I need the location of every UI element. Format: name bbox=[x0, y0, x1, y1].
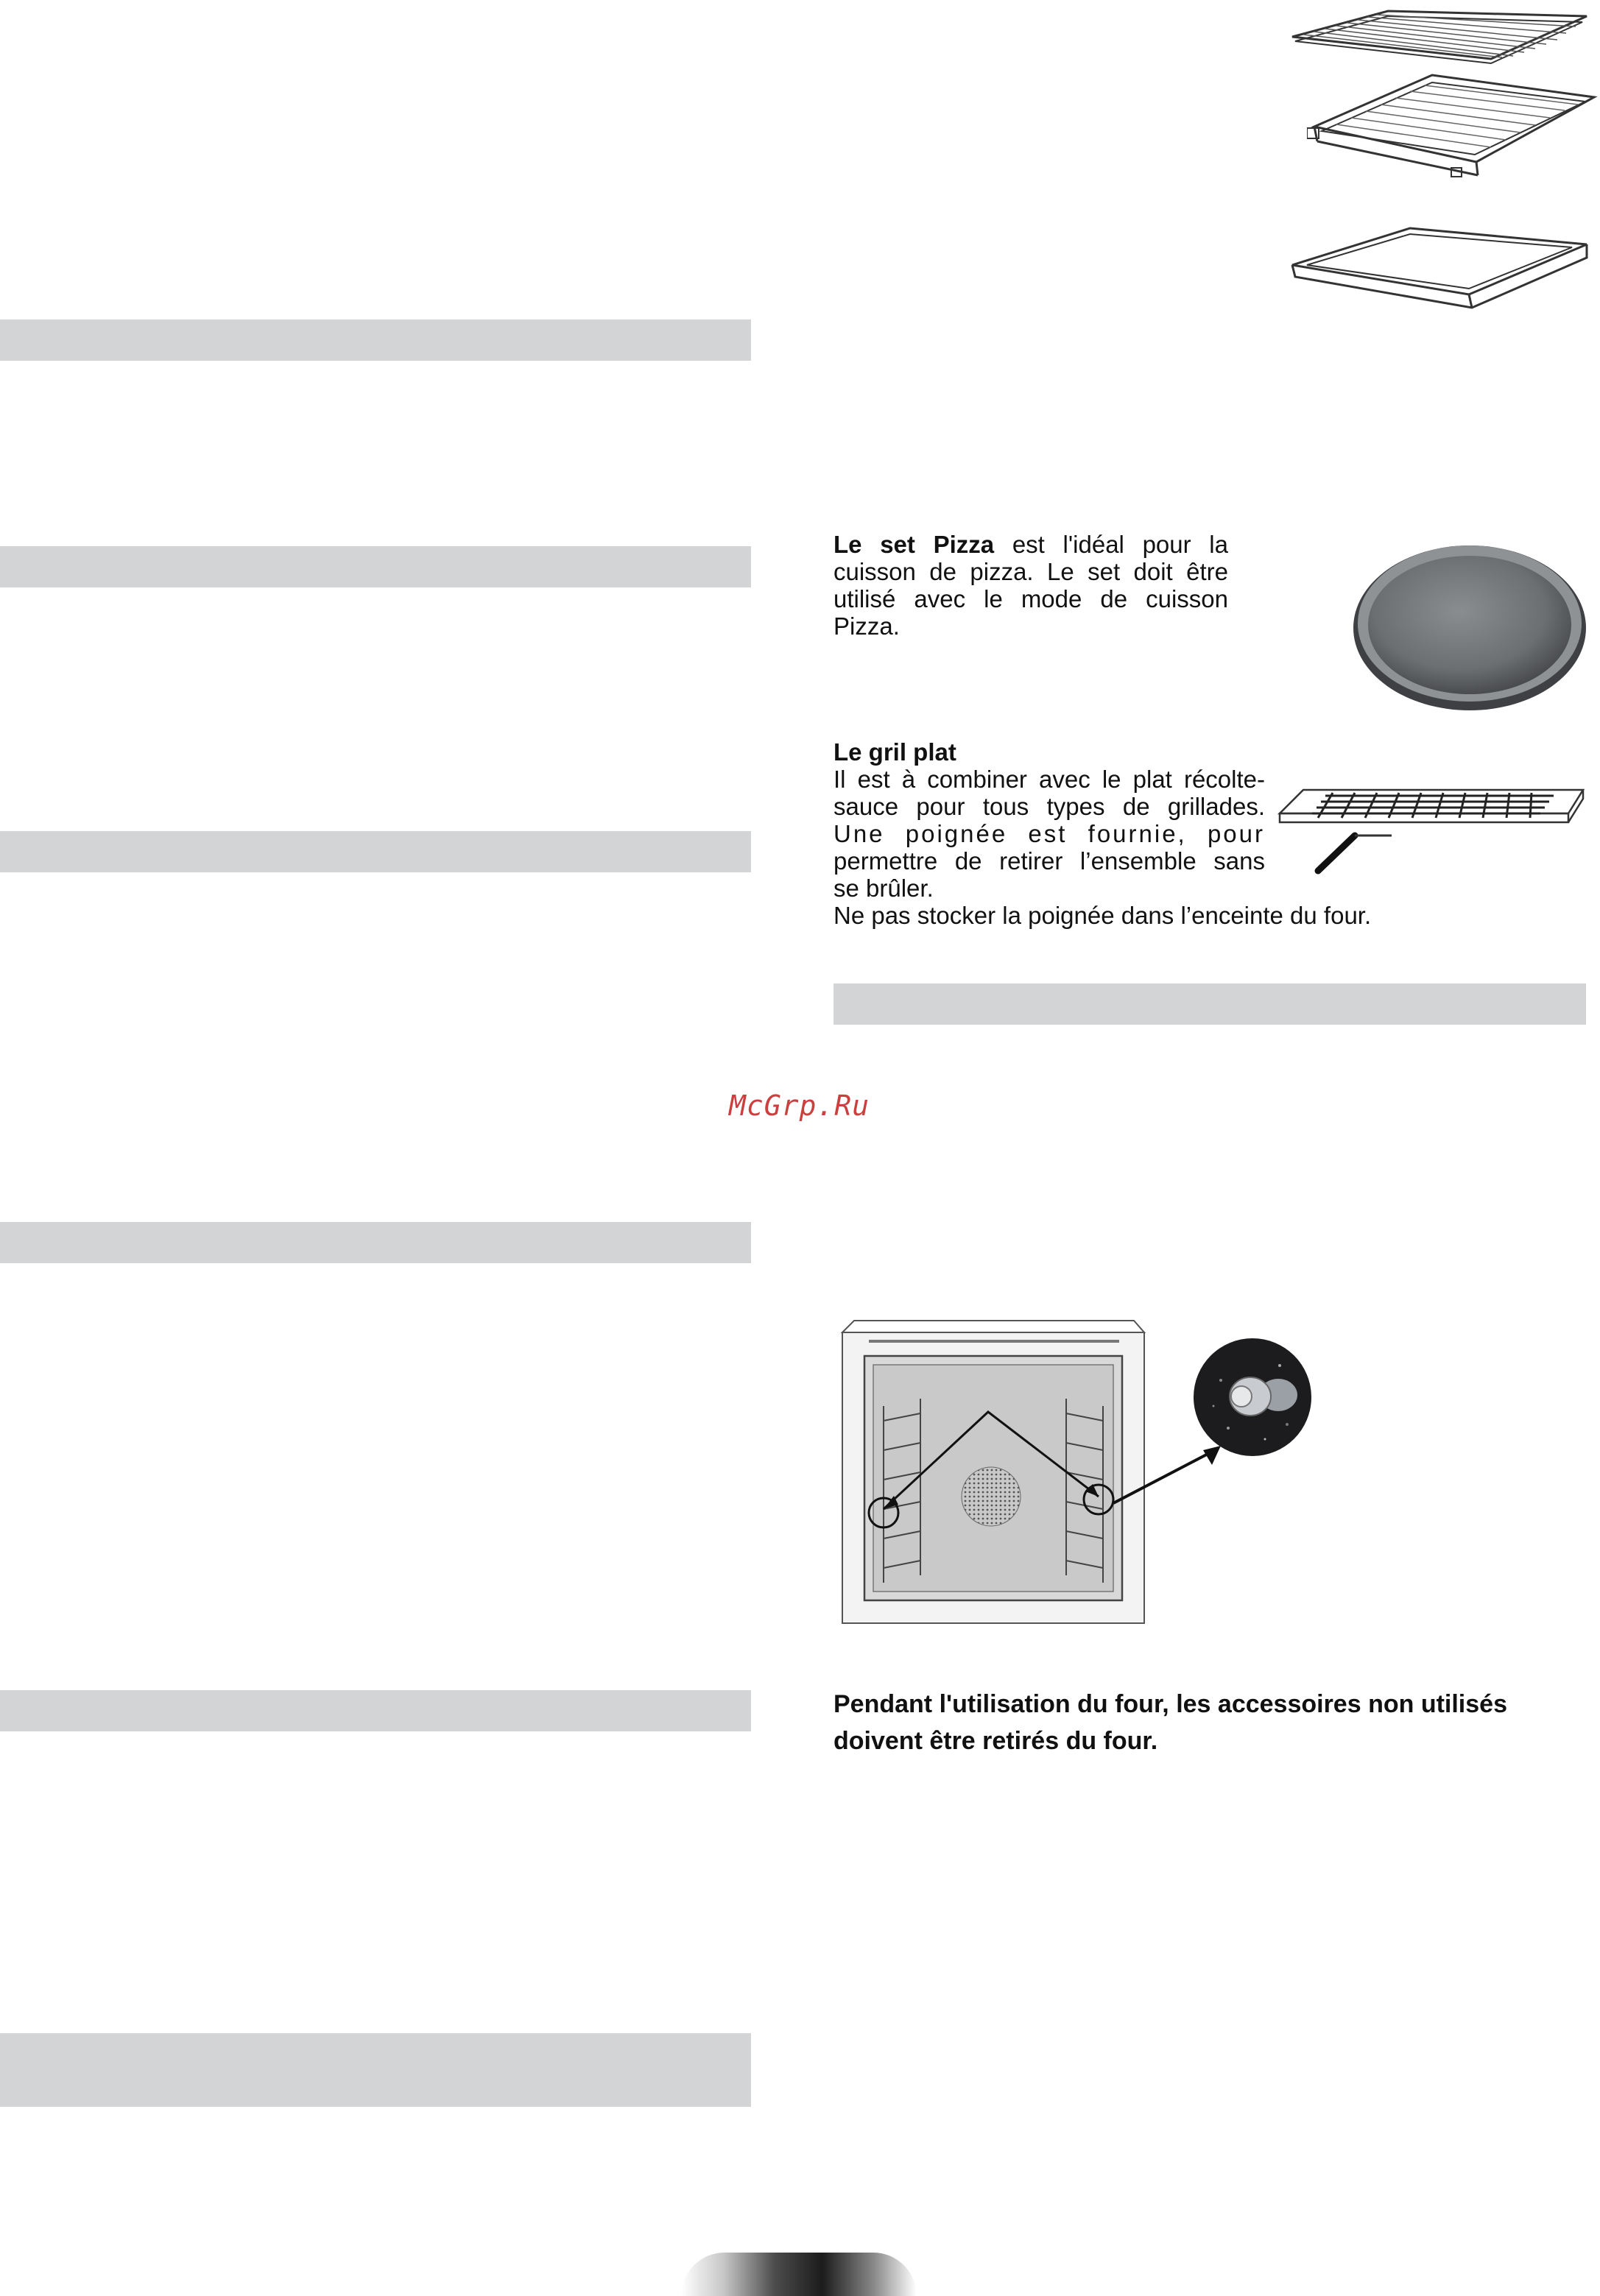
grill-note: Ne pas stocker la poignée dans l’enceinte du four. bbox=[834, 902, 1372, 929]
baking-tray-illustration bbox=[1285, 221, 1594, 317]
section-bar-4 bbox=[0, 1222, 751, 1263]
accessories-warning: Pendant l'utilisation du four, les accessoires non utilisés doivent être retirés du four. bbox=[834, 1690, 1507, 1755]
pizza-line-1: cuisson de pizza. Le set doit être bbox=[834, 558, 1228, 585]
pizza-title: Le set Pizza bbox=[834, 531, 995, 558]
section-bar-2 bbox=[0, 546, 751, 587]
grill-line-1: sauce pour tous types de grillades. bbox=[834, 793, 1265, 820]
section-bar-1 bbox=[0, 319, 751, 361]
shelf-support-screw-closeup bbox=[1191, 1336, 1314, 1458]
page-footer-tab bbox=[681, 2253, 917, 2296]
pizza-line-2: utilisé avec le mode de cuisson bbox=[834, 585, 1228, 612]
section-bar-5 bbox=[0, 1690, 751, 1731]
wire-shelf-illustration bbox=[1285, 7, 1594, 66]
flat-grill-illustration bbox=[1274, 777, 1590, 887]
pizza-plate-illustration bbox=[1347, 534, 1590, 718]
section-bar-right bbox=[834, 983, 1586, 1025]
section-bar-3 bbox=[0, 831, 751, 872]
pizza-line-0: est l'idéal pour la bbox=[994, 531, 1228, 558]
grill-line-0: Il est à combiner avec le plat récolte- bbox=[834, 766, 1265, 793]
grill-line-4: se brûler. bbox=[834, 875, 934, 902]
watermark: McGrp.Ru bbox=[729, 1089, 870, 1122]
pizza-description bbox=[834, 531, 1228, 640]
oven-cavity-illustration bbox=[839, 1318, 1149, 1627]
section-bar-6 bbox=[0, 2033, 751, 2107]
drip-tray-illustration bbox=[1307, 68, 1600, 182]
grill-title: Le gril plat bbox=[834, 738, 956, 766]
pizza-line-3: Pizza. bbox=[834, 612, 900, 640]
grill-description bbox=[834, 766, 1265, 902]
grill-line-3: permettre de retirer l’ensemble sans bbox=[834, 847, 1265, 875]
grill-line-2: Une poignée est fournie, pour bbox=[834, 820, 1265, 847]
